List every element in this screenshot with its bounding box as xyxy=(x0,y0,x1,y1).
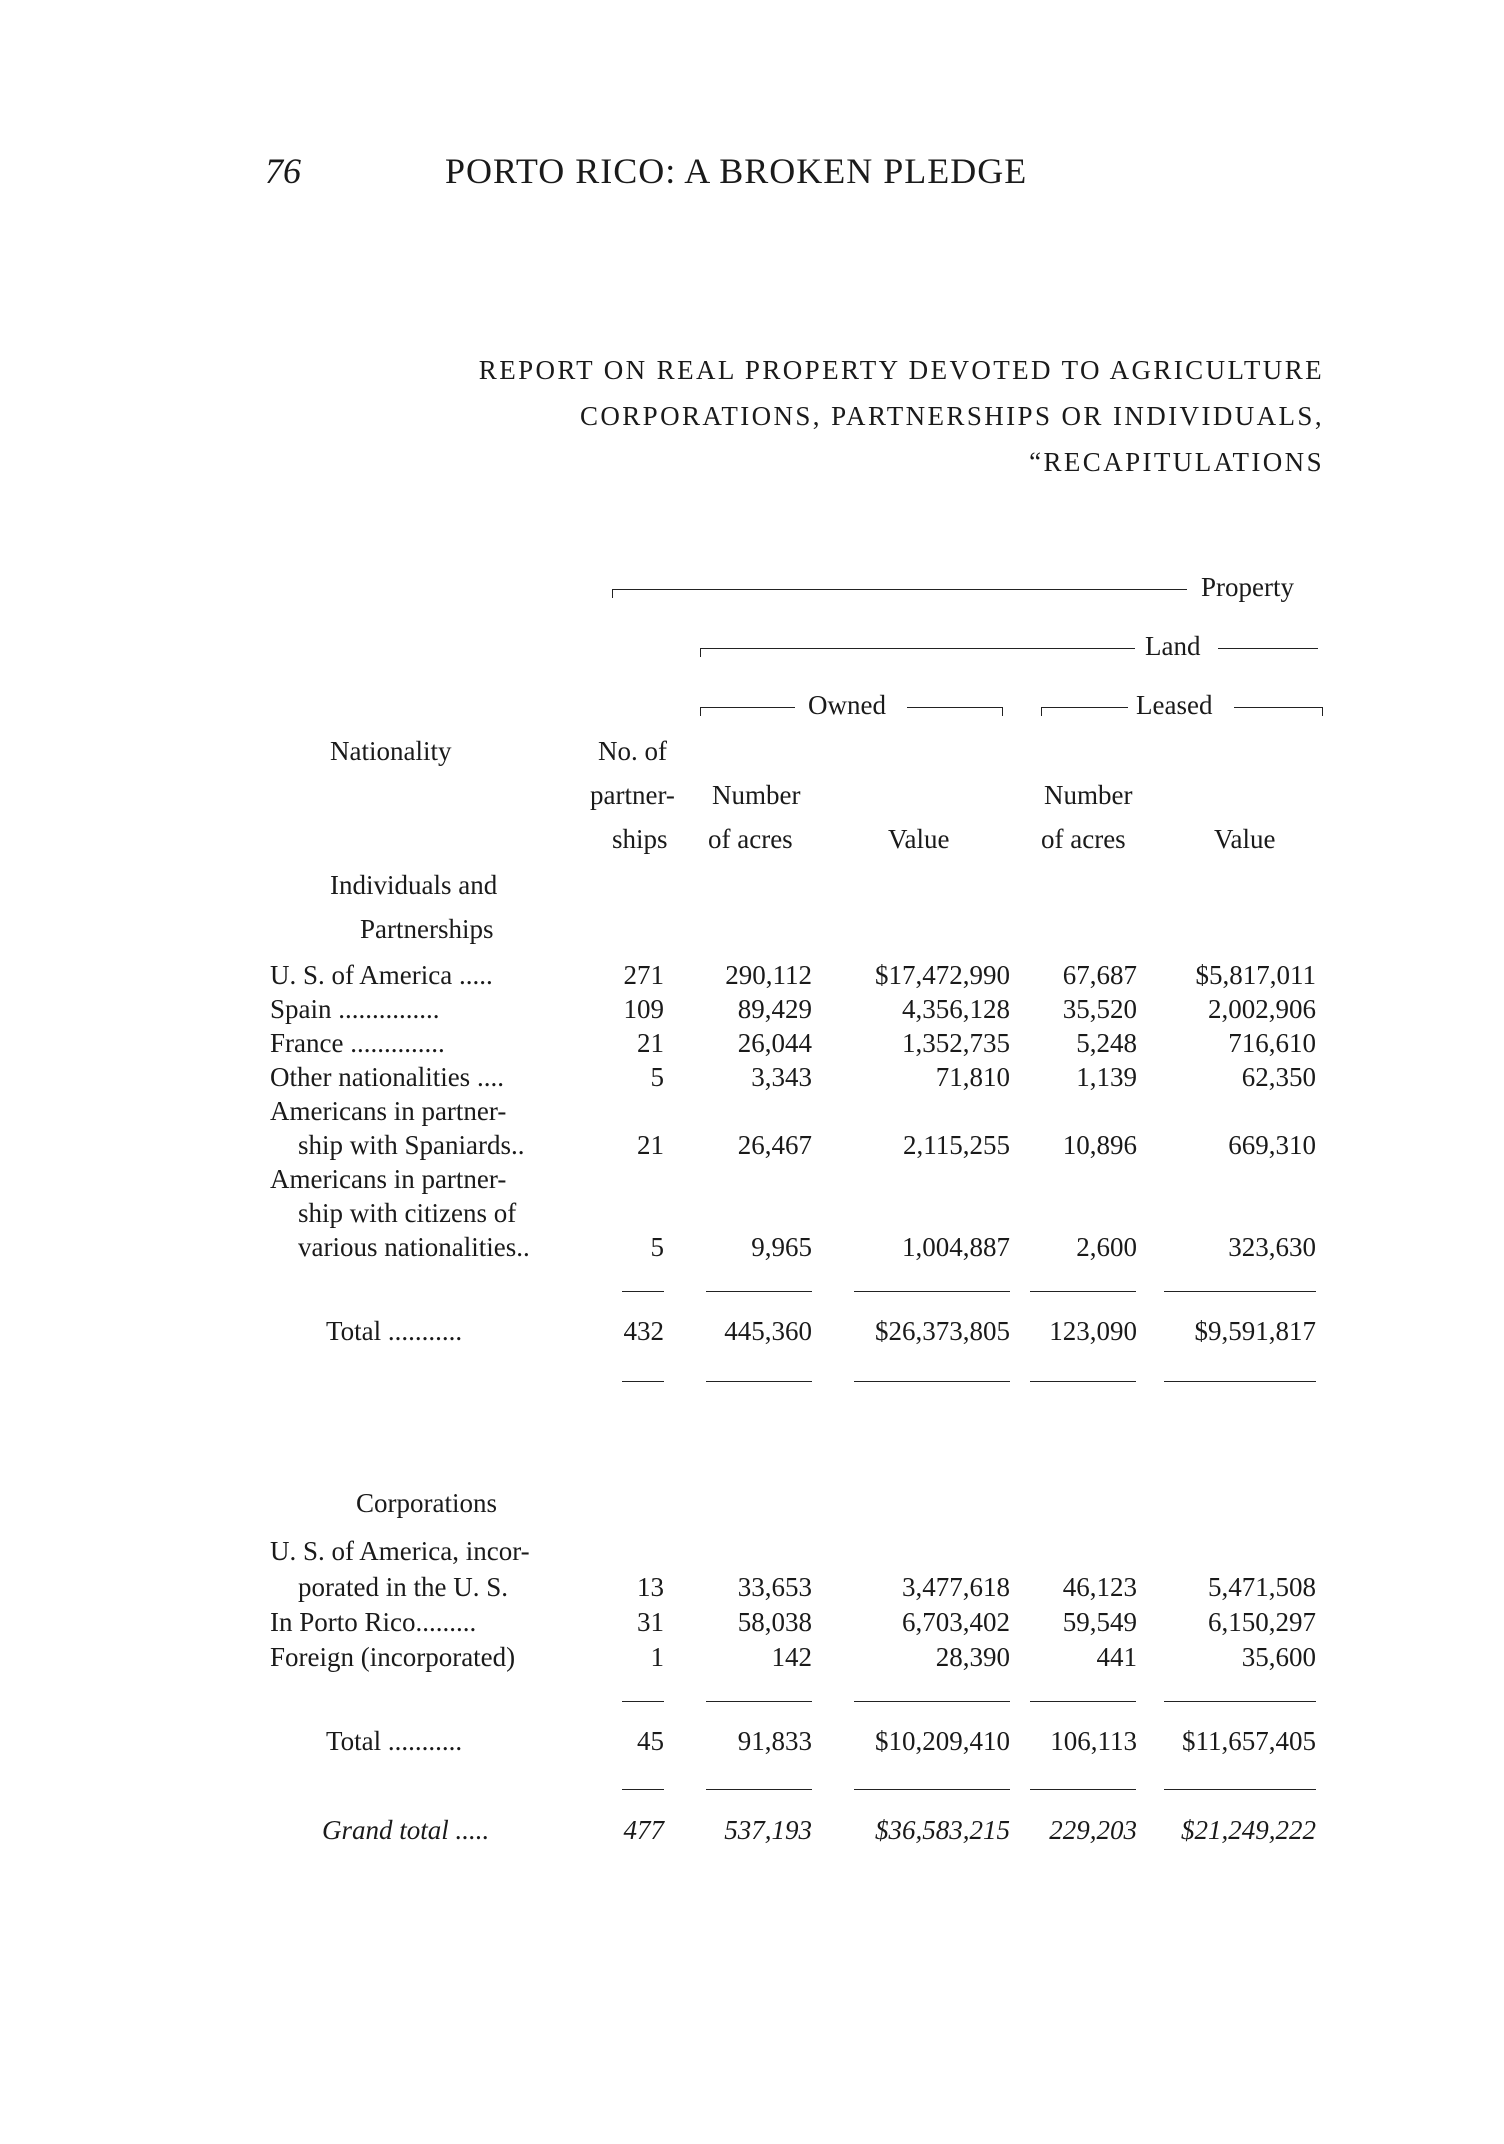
spanner-leased-label: Leased xyxy=(1136,690,1213,720)
row-label: U. S. of America, incor- xyxy=(270,1536,530,1566)
row-label: ship with Spaniards.. xyxy=(298,1130,525,1160)
cell-leased-acres: 5,248 xyxy=(1076,1028,1137,1058)
cell-leased-value: 2,002,906 xyxy=(1208,994,1316,1024)
spanner-owned-label: Owned xyxy=(808,690,886,720)
total-row-corporations xyxy=(0,1726,1504,1760)
table-row xyxy=(0,1232,1504,1266)
cell-leased-value: 669,310 xyxy=(1228,1130,1316,1160)
cell-owned-value: $36,583,215 xyxy=(875,1815,1010,1845)
cell-leased-acres: 35,520 xyxy=(1062,994,1137,1024)
cell-owned-value: $10,209,410 xyxy=(875,1726,1010,1756)
cell-leased-acres: 67,687 xyxy=(1062,960,1137,990)
row-label: Americans in partner- xyxy=(270,1096,507,1126)
table-row-label-continued xyxy=(0,1164,1504,1198)
cell-owned-acres: 58,038 xyxy=(737,1607,812,1637)
cell-leased-value: 62,350 xyxy=(1241,1062,1316,1092)
cell-leased-acres: 229,203 xyxy=(1049,1815,1137,1845)
report-title-line-3: “RECAPITULATIONS xyxy=(1029,447,1324,477)
cell-partnerships: 31 xyxy=(637,1607,664,1637)
cell-leased-acres: 123,090 xyxy=(1049,1316,1137,1346)
cell-owned-acres: 26,044 xyxy=(737,1028,812,1058)
table-row xyxy=(0,1642,1504,1676)
section-label-individuals-2: Partnerships xyxy=(360,914,494,944)
report-title-line-1: REPORT ON REAL PROPERTY DEVOTED TO AGRICULTURE xyxy=(478,355,1324,385)
report-title-line-2: CORPORATIONS, PARTNERSHIPS OR INDIVIDUALS, xyxy=(579,401,1324,431)
col-head-owned-value: Value xyxy=(888,824,950,854)
page-header xyxy=(0,150,1504,200)
table-row-label-continued xyxy=(0,1096,1504,1130)
cell-partnerships: 432 xyxy=(623,1316,664,1346)
col-head-owned-acres-2: of acres xyxy=(708,824,793,854)
table-row xyxy=(0,960,1504,994)
cell-owned-value: 71,810 xyxy=(935,1062,1010,1092)
table-row xyxy=(0,1062,1504,1096)
row-label: U. S. of America ..... xyxy=(270,960,493,990)
cell-owned-value: 28,390 xyxy=(935,1642,1010,1672)
row-label: Americans in partner- xyxy=(270,1164,507,1194)
spanner-property-label: Property xyxy=(1201,572,1294,602)
cell-owned-acres: 3,343 xyxy=(751,1062,812,1092)
spanner-land-label: Land xyxy=(1145,631,1201,661)
cell-partnerships: 13 xyxy=(637,1572,664,1602)
cell-leased-value: 716,610 xyxy=(1228,1028,1316,1058)
cell-leased-value: 6,150,297 xyxy=(1208,1607,1316,1637)
cell-partnerships: 45 xyxy=(637,1726,664,1756)
cell-owned-value: 4,356,128 xyxy=(902,994,1010,1024)
total-label: Total ........... xyxy=(326,1316,463,1346)
table-row xyxy=(0,1028,1504,1062)
page-number: 76 xyxy=(265,151,301,191)
row-label: Spain ............... xyxy=(270,994,440,1024)
cell-owned-acres: 26,467 xyxy=(737,1130,812,1160)
col-head-nationality: Nationality xyxy=(330,736,452,766)
cell-partnerships: 21 xyxy=(637,1028,664,1058)
cell-leased-acres: 46,123 xyxy=(1062,1572,1137,1602)
col-head-leased-acres-2: of acres xyxy=(1041,824,1126,854)
cell-leased-value: $9,591,817 xyxy=(1194,1316,1316,1346)
section-label-individuals-1: Individuals and xyxy=(330,870,498,900)
cell-leased-value: 35,600 xyxy=(1241,1642,1316,1672)
cell-partnerships: 109 xyxy=(623,994,664,1024)
row-label: porated in the U. S. xyxy=(298,1572,508,1602)
running-title: PORTO RICO: A BROKEN PLEDGE xyxy=(445,151,1028,191)
table-row xyxy=(0,994,1504,1028)
cell-leased-acres: 2,600 xyxy=(1076,1232,1137,1262)
cell-partnerships: 5 xyxy=(650,1232,664,1262)
cell-leased-acres: 59,549 xyxy=(1062,1607,1137,1637)
cell-owned-acres: 445,360 xyxy=(724,1316,812,1346)
cell-leased-value: $5,817,011 xyxy=(1195,960,1316,990)
col-head-leased-value: Value xyxy=(1214,824,1276,854)
cell-partnerships: 477 xyxy=(623,1815,664,1845)
table-row xyxy=(0,1572,1504,1606)
cell-owned-value: 2,115,255 xyxy=(903,1130,1010,1160)
total-label: Total ........... xyxy=(326,1726,463,1756)
table-row xyxy=(0,1607,1504,1641)
cell-leased-value: $21,249,222 xyxy=(1181,1815,1316,1845)
row-label: In Porto Rico......... xyxy=(270,1607,477,1637)
cell-leased-acres: 10,896 xyxy=(1062,1130,1137,1160)
cell-leased-value: $11,657,405 xyxy=(1182,1726,1316,1756)
cell-owned-value: $17,472,990 xyxy=(875,960,1010,990)
cell-leased-value: 323,630 xyxy=(1228,1232,1316,1262)
total-row-individuals xyxy=(0,1316,1504,1350)
row-label: various nationalities.. xyxy=(298,1232,530,1262)
table-row-label-continued xyxy=(0,1536,1504,1570)
section-label-corporations: Corporations xyxy=(356,1488,497,1518)
cell-partnerships: 271 xyxy=(623,960,664,990)
table-row-label-continued xyxy=(0,1198,1504,1232)
grand-total-row xyxy=(0,1815,1504,1849)
col-head-partnerships-1: No. of xyxy=(598,736,667,766)
cell-owned-value: $26,373,805 xyxy=(875,1316,1010,1346)
cell-leased-value: 5,471,508 xyxy=(1208,1572,1316,1602)
grand-total-label: Grand total ..... xyxy=(322,1815,490,1845)
cell-partnerships: 1 xyxy=(650,1642,664,1672)
cell-owned-acres: 290,112 xyxy=(725,960,812,990)
col-head-leased-acres-1: Number xyxy=(1044,780,1133,810)
col-head-partnerships-2: partner- xyxy=(590,780,675,810)
cell-owned-acres: 9,965 xyxy=(751,1232,812,1262)
cell-owned-acres: 142 xyxy=(771,1642,812,1672)
row-label: Other nationalities .... xyxy=(270,1062,504,1092)
cell-leased-acres: 441 xyxy=(1096,1642,1137,1672)
cell-owned-acres: 33,653 xyxy=(737,1572,812,1602)
cell-owned-value: 1,004,887 xyxy=(902,1232,1010,1262)
cell-owned-acres: 91,833 xyxy=(737,1726,812,1756)
cell-partnerships: 5 xyxy=(650,1062,664,1092)
table-row xyxy=(0,1130,1504,1164)
cell-owned-acres: 89,429 xyxy=(737,994,812,1024)
cell-owned-value: 3,477,618 xyxy=(902,1572,1010,1602)
cell-owned-value: 1,352,735 xyxy=(902,1028,1010,1058)
cell-owned-value: 6,703,402 xyxy=(902,1607,1010,1637)
cell-partnerships: 21 xyxy=(637,1130,664,1160)
cell-owned-acres: 537,193 xyxy=(724,1815,812,1845)
row-label: France .............. xyxy=(270,1028,445,1058)
cell-leased-acres: 106,113 xyxy=(1050,1726,1137,1756)
cell-leased-acres: 1,139 xyxy=(1076,1062,1137,1092)
col-head-owned-acres-1: Number xyxy=(712,780,801,810)
row-label: Foreign (incorporated) xyxy=(270,1642,516,1672)
col-head-partnerships-3: ships xyxy=(612,824,668,854)
row-label: ship with citizens of xyxy=(298,1198,517,1228)
